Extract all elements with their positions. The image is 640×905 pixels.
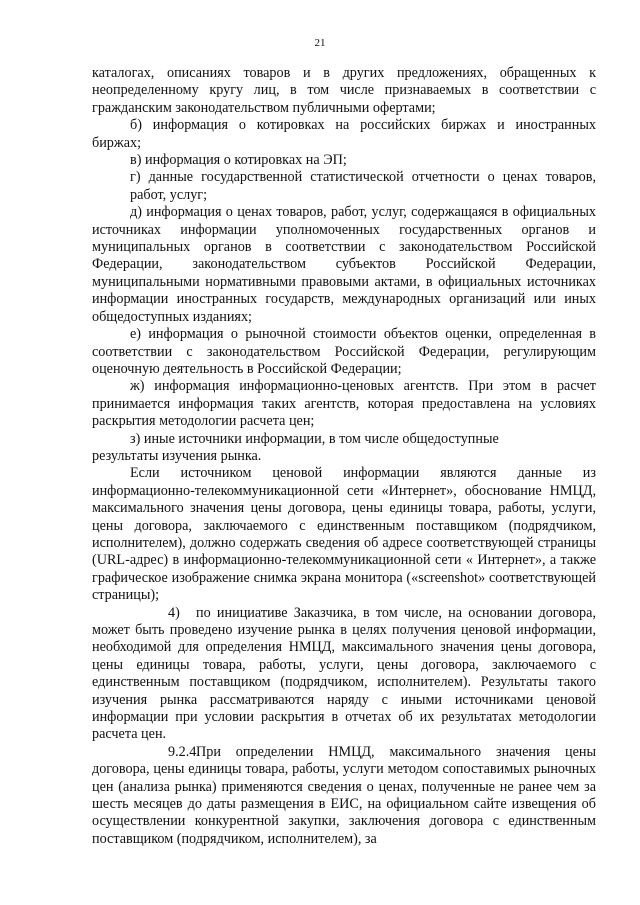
paragraph-item-4-text: по инициативе Заказчика, в том числе, на основании договора, может быть проведено изучение рынка в целях получения ценовой информации, необходимой для определения НМЦД, максимального значения цены договора, цены единицы товара, работы, услуги, цены договора, заключаемого с единственным поставщиком (подрядчиком, исполнителем). Результаты такого изучения рынка рассматриваются наряду с иными источниками ценовой информации при условии раскрытия в отчетах об их результатах методологии расчета цен.	[92, 604, 596, 743]
paragraph-item-g: г) данные государственной статистической отчетности о ценах товаров,	[130, 169, 596, 186]
paragraph-9-2-4-text: При определении НМЦД, максимального значения цены договора, цены единицы товара, работы, услуги методом сопоставимых рыночных цен (анализа рынка) применяются сведения о ценах, полученные не ранее чем за шесть месяцев до даты размещения в ЕИС, на официальном сайте извещения об осуществлении конкурентной закупки, заключения договора с единственным поставщиком (подрядчиком, исполнителем), за	[92, 743, 596, 847]
paragraph-item-b-cont: биржах;	[92, 134, 142, 151]
page-body	[92, 65, 596, 848]
item-number-4: 4)	[168, 604, 180, 621]
paragraph-item-z: з) иные источники информации, в том числе общедоступные	[130, 430, 499, 447]
paragraph-catalogs: каталогах, описаниях товаров и в других предложениях, обращенных к неопределенному кругу лиц, в том числе признаваемых в соответствии с гражданским законодательством публичными офертами;	[92, 65, 596, 116]
paragraph-item-d: д) информация о ценах товаров, работ, услуг, содержащаяся в официальных источниках информации уполномоченных государственных органов и муниципальных органов в соответствии с законодательством Российской Федерации, законодательством субъектов Российской Федерации, муниципальными нормативными правовыми актами, в официальных источниках информации иностранных государств, международных организаций или иных общедоступных изданиях;	[92, 204, 596, 325]
paragraph-item-4	[92, 605, 596, 744]
paragraph-item-e: е) информация о рыночной стоимости объектов оценки, определенная в соответствии с законодательством Российской Федерации, регулирующим оценочную деятельность в Российской Федерации;	[92, 326, 596, 377]
paragraph-item-zh: ж) информация информационно-ценовых агентств. При этом в расчет	[130, 378, 596, 395]
paragraph-9-2-4	[92, 744, 596, 848]
paragraph-item-b: б) информация о котировках на российских биржах и иностранных	[130, 117, 596, 134]
paragraph-item-z-cont: результаты изучения рынка.	[92, 447, 262, 464]
page-number: 21	[314, 37, 326, 49]
paragraph-internet-source: Если источником ценовой информации являются данные из информационно-телекоммуникационной сети «Интернет», обоснование НМЦД, максимального значения цены договора, цены единицы товара, работы, услуги, цены договора, заключаемого с единственным поставщиком (подрядчиком, исполнителем), должно содержать сведения об адресе соответствующей страницы (URL-адрес) в информационно-телекоммуникационной сети « Интернет», а также графическое изображение снимка экрана монитора («screenshot» соответствующей страницы);	[92, 465, 596, 604]
paragraph-item-v: в) информация о котировках на ЭП;	[130, 152, 347, 169]
paragraph-item-g-cont: работ, услуг;	[130, 186, 208, 203]
paragraph-item-zh-cont: принимается информация таких агентств, которая предоставлена на условиях раскрытия методологии расчета цен;	[92, 395, 596, 430]
item-number-9-2-4: 9.2.4.	[168, 743, 200, 760]
